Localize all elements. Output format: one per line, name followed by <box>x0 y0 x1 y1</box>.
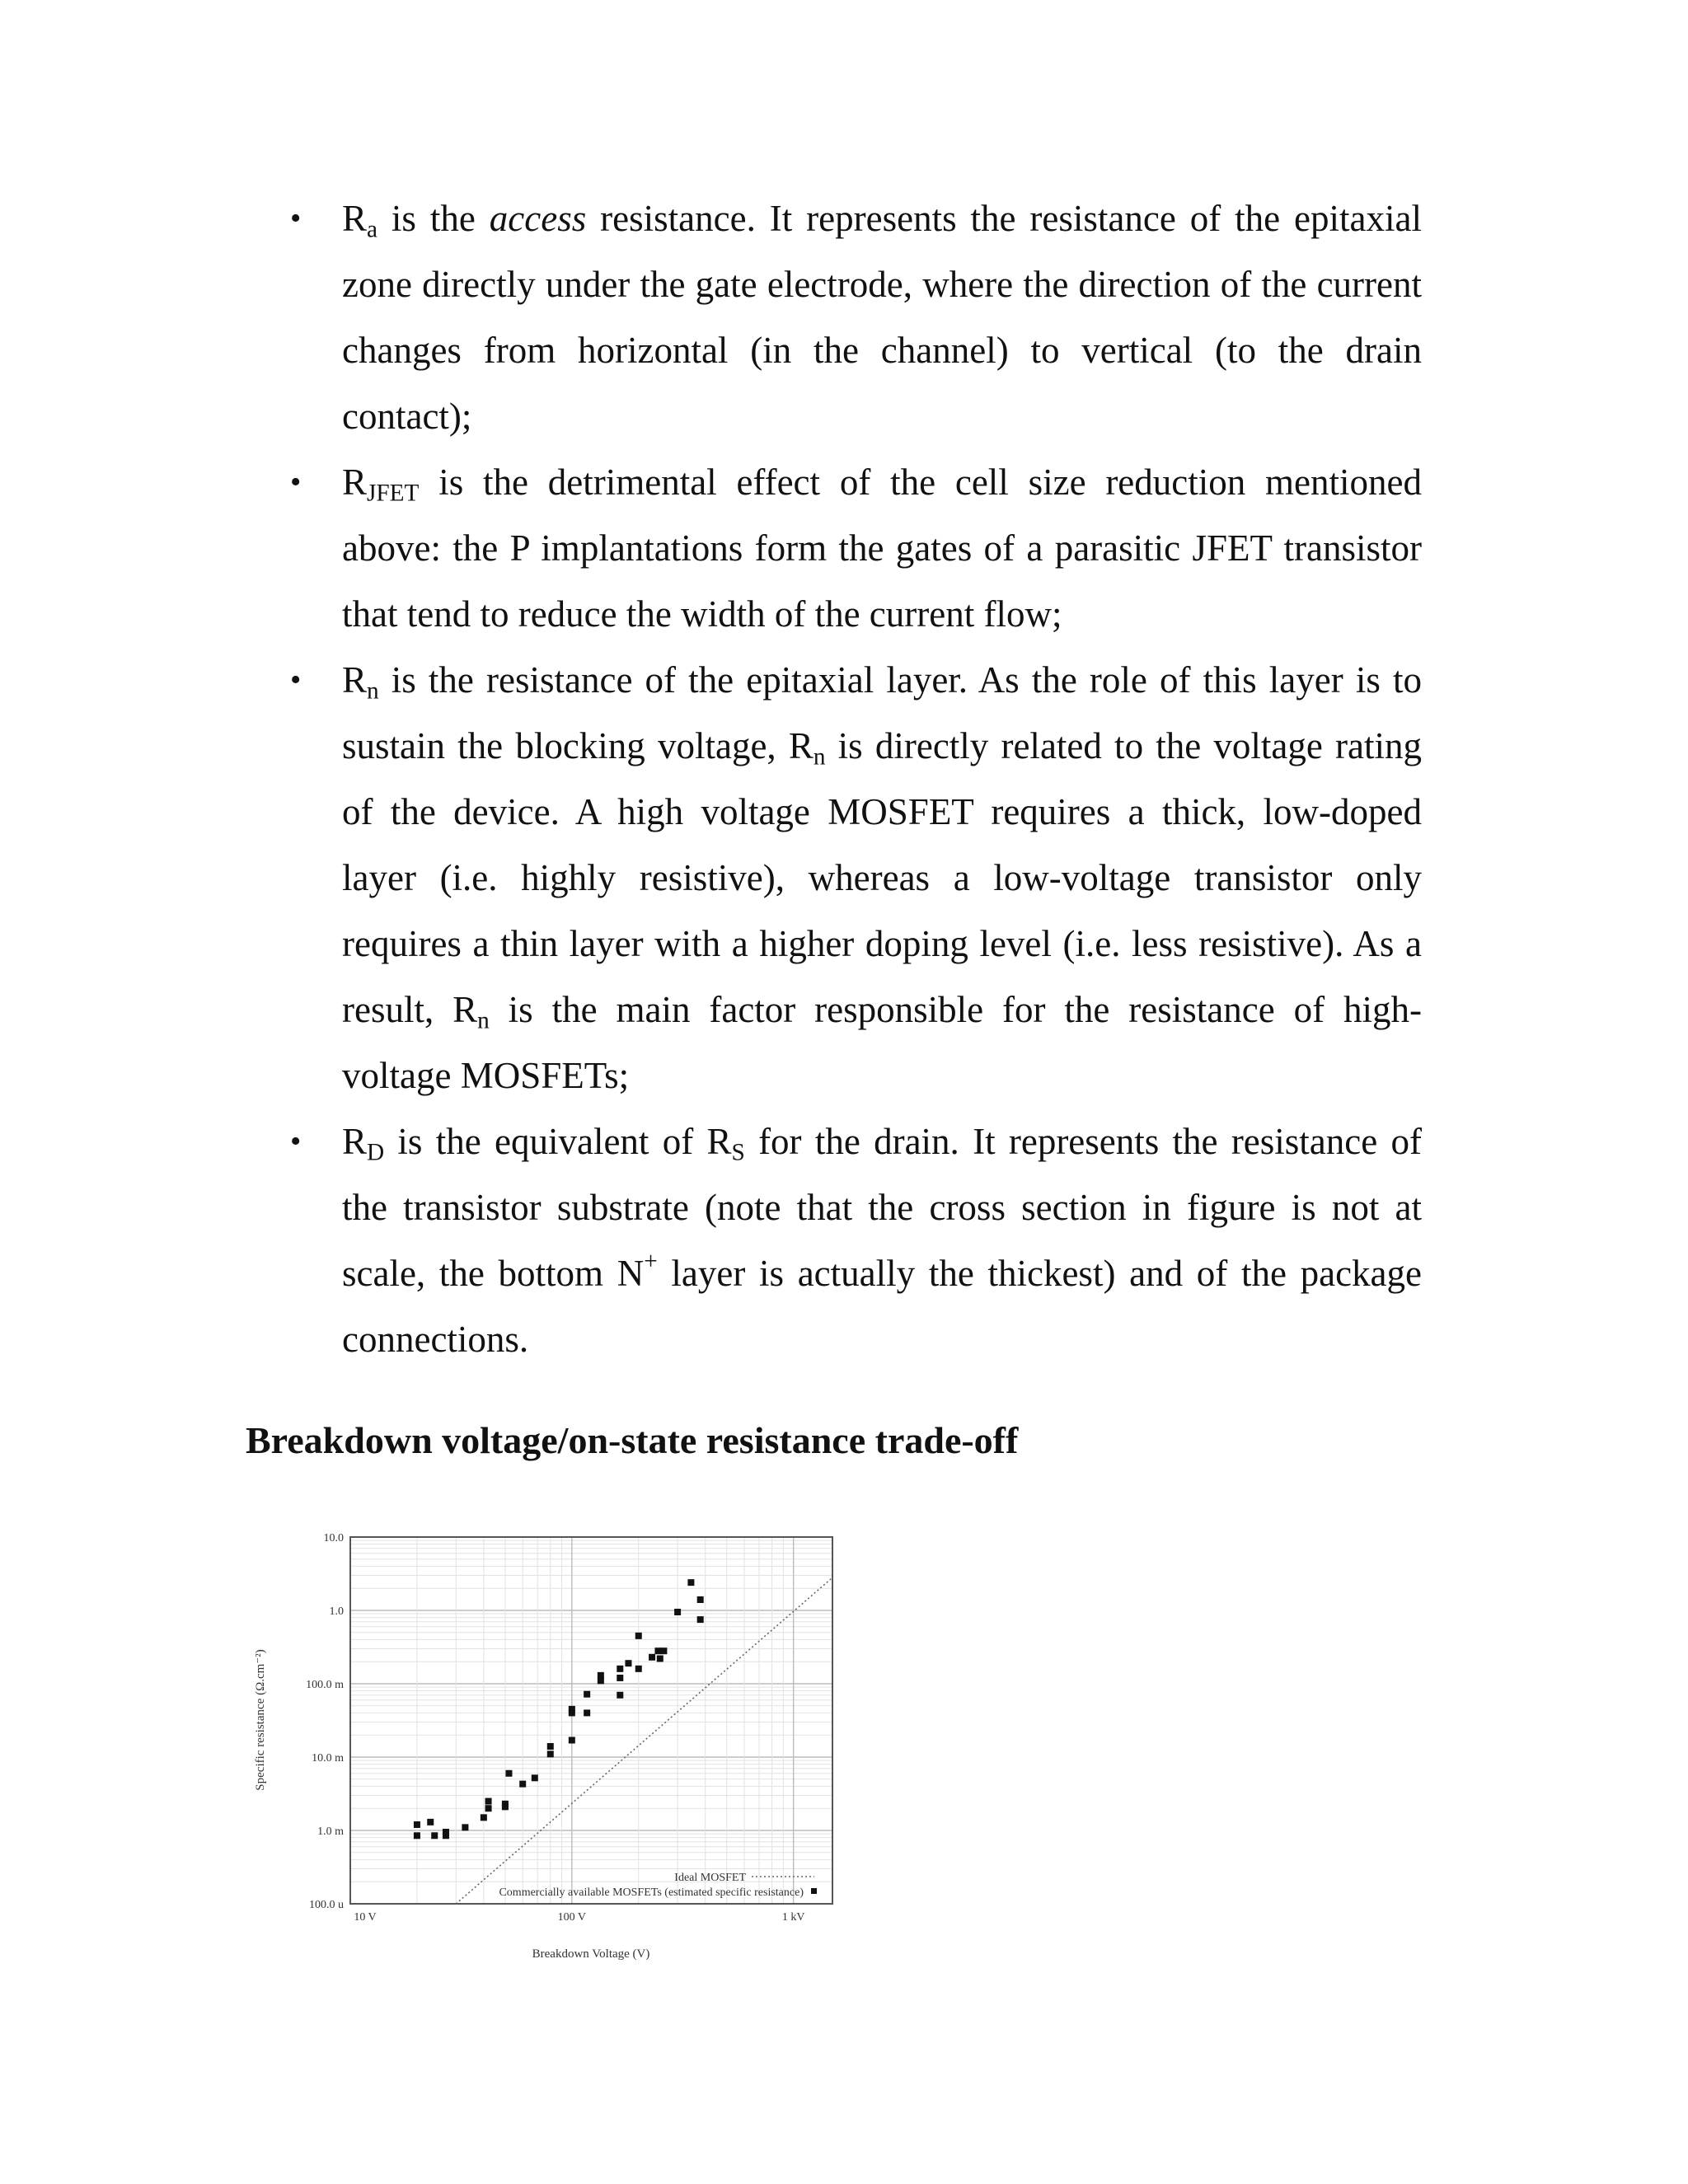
data-point <box>547 1750 554 1757</box>
resistance-symbol: $R_n$ <box>452 989 490 1034</box>
legend-label-commercial: Commercially available MOSFETs (estimated specific resistance) <box>499 1886 804 1899</box>
data-point <box>617 1692 623 1699</box>
section-heading: Breakdown voltage/on-state resistance trade-off <box>246 1419 1019 1461</box>
resistance-symbol: $R_S$ <box>706 1121 745 1166</box>
y-axis-label: Specific resistance (Ω.cm⁻²) <box>254 1649 267 1791</box>
y-tick-label: 1.0 m <box>317 1825 344 1838</box>
data-point <box>635 1633 642 1639</box>
list-item: • $R_{JFET}$ is the detrimental effect of the cell size reduction mentioned above: the P implantations form the gates of a parasitic JFET transistor that tend to reduce the width of the current flow; <box>247 449 1422 647</box>
resistance-symbol: $R_n$ <box>788 725 826 771</box>
data-point <box>584 1709 590 1716</box>
resistance-symbol: $R_a$ <box>342 198 377 243</box>
data-point <box>427 1819 434 1825</box>
data-point <box>584 1691 590 1698</box>
data-point <box>547 1743 554 1750</box>
data-point <box>649 1654 655 1661</box>
data-point <box>481 1814 487 1821</box>
data-point <box>569 1709 575 1716</box>
emphasis-term: access <box>489 198 587 239</box>
y-tick-label: 100.0 u <box>309 1899 344 1911</box>
data-point <box>657 1656 663 1662</box>
data-point <box>502 1803 509 1810</box>
data-point <box>462 1824 468 1830</box>
breakdown-resistance-chart <box>247 1529 857 1966</box>
bullet-icon: • <box>290 1124 302 1159</box>
resistance-symbol: $R_{JFET}$ <box>342 462 420 507</box>
y-tick-label: 10.0 m <box>312 1752 344 1765</box>
y-axis-ticks <box>306 1532 344 1911</box>
list-item: • $R_D$ is the equivalent of $R_S$ for the drain. It represents the resistance of the transistor substrate (note that the cross section in figure is not at scale, the bottom N+ layer is actually the thickest) and of the package connections. <box>247 1108 1422 1372</box>
data-point <box>617 1666 623 1672</box>
list-item: • $R_n$ is the resistance of the epitaxial layer. As the role of this layer is to sustain the blocking voltage, $R_n$ is directly related to the voltage rating of the device. A high voltage MOSFET requires a thick, low-doped layer (i.e. highly resistive), whereas a low-voltage transistor only requires a thin layer with a higher doping level (i.e. less resistive). As a result, $R_n$ is the main factor responsible for the resistance of high-voltage MOSFETs; <box>247 647 1422 1108</box>
y-tick-label: 10.0 <box>323 1532 344 1544</box>
data-point <box>660 1647 667 1654</box>
data-point <box>687 1579 694 1586</box>
legend-label-ideal: Ideal MOSFET <box>674 1872 746 1884</box>
x-axis-ticks <box>354 1911 804 1924</box>
list-item: • $R_a$ is the access resistance. It represents the resistance of the epitaxial zone directly under the gate electrode, where the direction of the current changes from horizontal (in the channel) to vertical (to the drain contact); <box>247 185 1422 449</box>
data-point <box>635 1666 642 1672</box>
data-point <box>414 1821 420 1828</box>
x-tick-label: 100 V <box>557 1911 587 1924</box>
data-point <box>697 1596 704 1603</box>
data-point <box>617 1675 623 1681</box>
y-tick-label: 100.0 m <box>306 1679 344 1691</box>
data-point <box>654 1647 661 1654</box>
data-point <box>443 1832 449 1839</box>
data-point <box>519 1781 526 1788</box>
data-point <box>414 1832 420 1839</box>
data-point <box>625 1660 631 1666</box>
resistance-symbol: $R_D$ <box>342 1121 385 1166</box>
data-point <box>569 1736 575 1743</box>
legend-swatch-commercial <box>811 1888 817 1894</box>
plot-frame <box>350 1537 832 1904</box>
chart-grid <box>350 1537 832 1904</box>
x-tick-label: 10 V <box>354 1911 377 1924</box>
chart-legend <box>499 1872 817 1899</box>
bullet-icon: • <box>290 663 302 697</box>
x-tick-label: 1 kV <box>781 1911 805 1924</box>
data-point <box>431 1832 438 1839</box>
data-point <box>674 1609 681 1615</box>
resistance-symbol: $R_n$ <box>342 659 379 705</box>
data-point <box>485 1798 492 1805</box>
y-tick-label: 1.0 <box>329 1605 344 1618</box>
bullet-icon: • <box>290 465 302 499</box>
data-point <box>505 1770 512 1777</box>
mosfet-data-points <box>414 1579 704 1839</box>
x-axis-label: Breakdown Voltage (V) <box>532 1947 650 1961</box>
data-point <box>485 1805 492 1811</box>
bullet-icon: • <box>290 201 302 236</box>
data-point <box>598 1677 604 1684</box>
data-point <box>697 1616 704 1623</box>
data-point <box>532 1774 538 1781</box>
bullet-list <box>247 185 1422 1372</box>
